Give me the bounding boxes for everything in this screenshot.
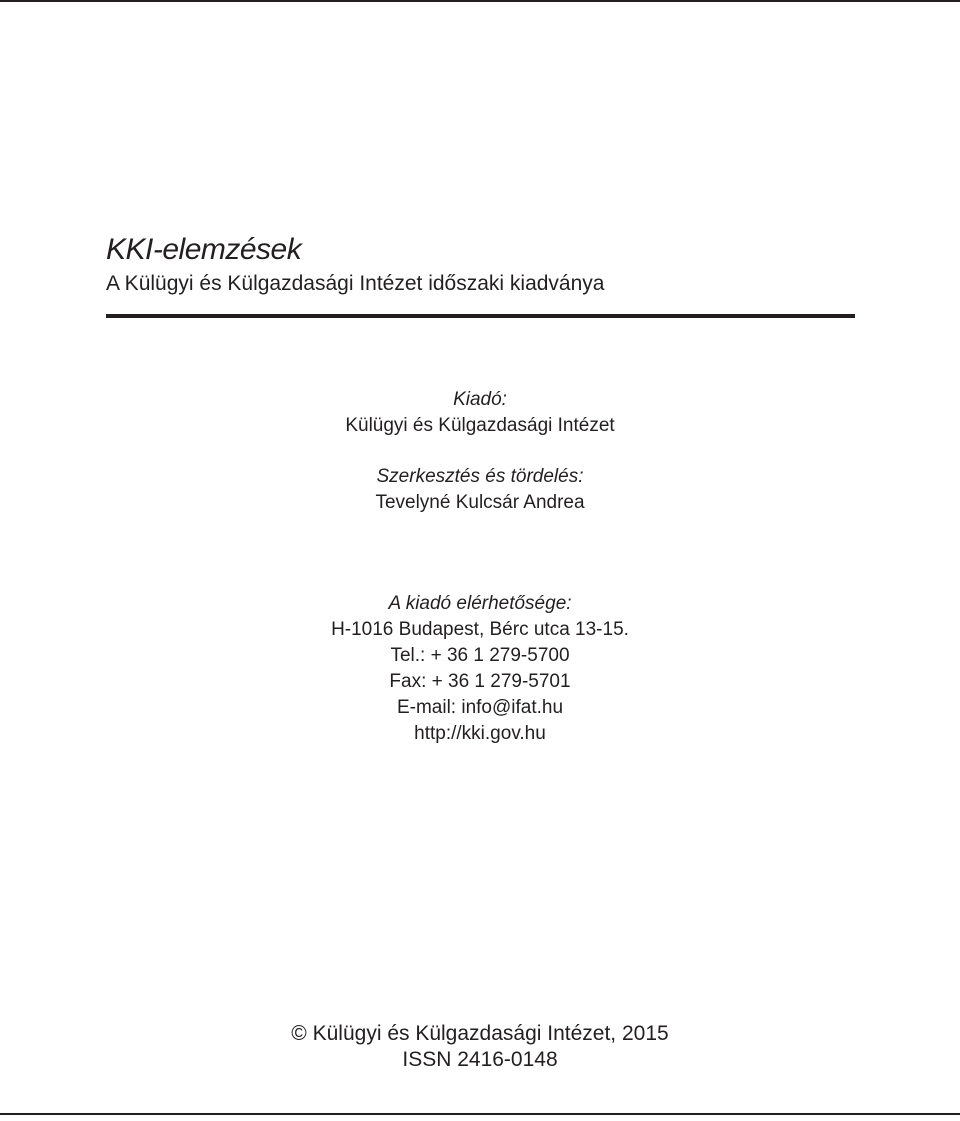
- editor-block: [0, 464, 960, 516]
- bottom-border: [0, 1113, 960, 1115]
- copyright-notice: © Külügyi és Külgazdasági Intézet, 2015: [291, 1022, 669, 1045]
- footer: [0, 1021, 960, 1073]
- contact-phone: Tel.: + 36 1 279-5700: [390, 645, 570, 666]
- contact-email: E-mail: info@ifat.hu: [396, 697, 564, 718]
- title-divider: [106, 314, 855, 318]
- series-subtitle: A Külügyi és Külgazdasági Intézet időszaki kiadványa: [106, 272, 605, 295]
- contact-website: http://kki.gov.hu: [414, 723, 546, 744]
- editor-label: Szerkesztés és tördelés:: [376, 466, 584, 487]
- contact-fax: Fax: + 36 1 279-5701: [389, 671, 571, 692]
- publisher-label: Kiadó:: [453, 389, 507, 410]
- contact-label: A kiadó elérhetősége:: [388, 593, 572, 614]
- contact-address: H-1016 Budapest, Bérc utca 13-15.: [331, 619, 629, 640]
- publisher-block: [0, 387, 960, 439]
- top-border: [0, 0, 960, 2]
- editor-name: Tevelyné Kulcsár Andrea: [375, 492, 585, 513]
- issn-number: ISSN 2416-0148: [402, 1048, 558, 1071]
- contact-block: [0, 591, 960, 747]
- publisher-name: Külügyi és Külgazdasági Intézet: [345, 415, 615, 436]
- series-title: KKI-elemzések: [106, 233, 302, 266]
